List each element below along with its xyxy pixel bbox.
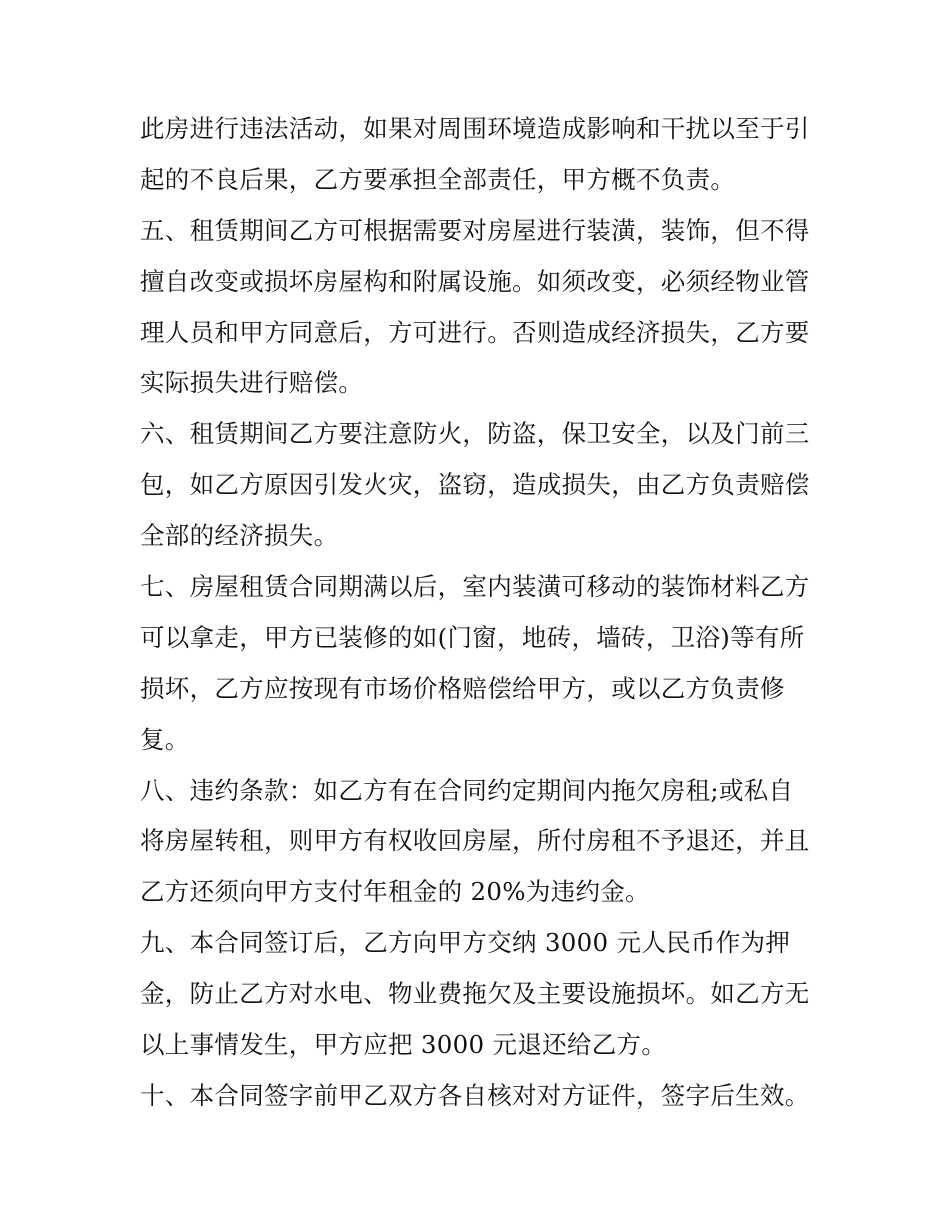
clause-9-line-3: 以上事情发生，甲方应把 3000 元退还给乙方。 [140, 1030, 667, 1060]
clause-9-line-2: 金，防止乙方对水电、物业费拖欠及主要设施损坏。如乙方无 [140, 979, 810, 1009]
clause-10-line-1: 十、本合同签字前甲乙双方各自核对对方证件，签字后生效。 [140, 1080, 810, 1110]
clause-8-line-2: 将房屋转租，则甲方有权收回房屋，所付房租不予退还，并且 [140, 826, 810, 856]
clause-5-line-4: 实际损失进行赔偿。 [140, 368, 364, 398]
text-line-1: 此房进行违法活动，如果对周围环境造成影响和干扰以至于引 [140, 114, 810, 143]
clause-6-line-3: 全部的经济损失。 [140, 521, 339, 551]
clause-5-line-1: 五、租赁期间乙方可根据需要对房屋进行装潢，装饰，但不得 [140, 215, 810, 245]
clause-8-line-1: 八、违约条款：如乙方有在合同约定期间内拖欠房租;或私自 [140, 775, 794, 805]
clause-6-line-1: 六、租赁期间乙方要注意防火，防盗，保卫安全，以及门前三 [140, 419, 810, 449]
clause-5-line-2: 擅自改变或损坏房屋构和附属设施。如须改变，必须经物业管 [140, 266, 810, 296]
clause-5-line-3: 理人员和甲方同意后，方可进行。否则造成经济损失，乙方要 [140, 317, 810, 347]
clause-9-line-1: 九、本合同签订后，乙方向甲方交纳 3000 元人民币作为押 [140, 928, 791, 958]
text-line-2: 起的不良后果，乙方要承担全部责任，甲方概不负责。 [140, 164, 736, 194]
clause-7-line-3: 损坏，乙方应按现有市场价格赔偿给甲方，或以乙方负责修 [140, 673, 785, 703]
clause-7-line-1: 七、房屋租赁合同期满以后，室内装潢可移动的装饰材料乙方 [140, 572, 810, 602]
clause-8-line-3: 乙方还须向甲方支付年租金的 20%为违约金。 [140, 877, 650, 907]
contract-text-body [140, 104, 830, 1122]
clause-6-line-2: 包，如乙方原因引发火灾，盗窃，造成损失，由乙方负责赔偿 [140, 470, 810, 500]
clause-7-line-2: 可以拿走，甲方已装修的如(门窗，地砖，墙砖，卫浴)等有所 [140, 622, 805, 652]
clause-7-line-4: 复。 [140, 724, 190, 754]
